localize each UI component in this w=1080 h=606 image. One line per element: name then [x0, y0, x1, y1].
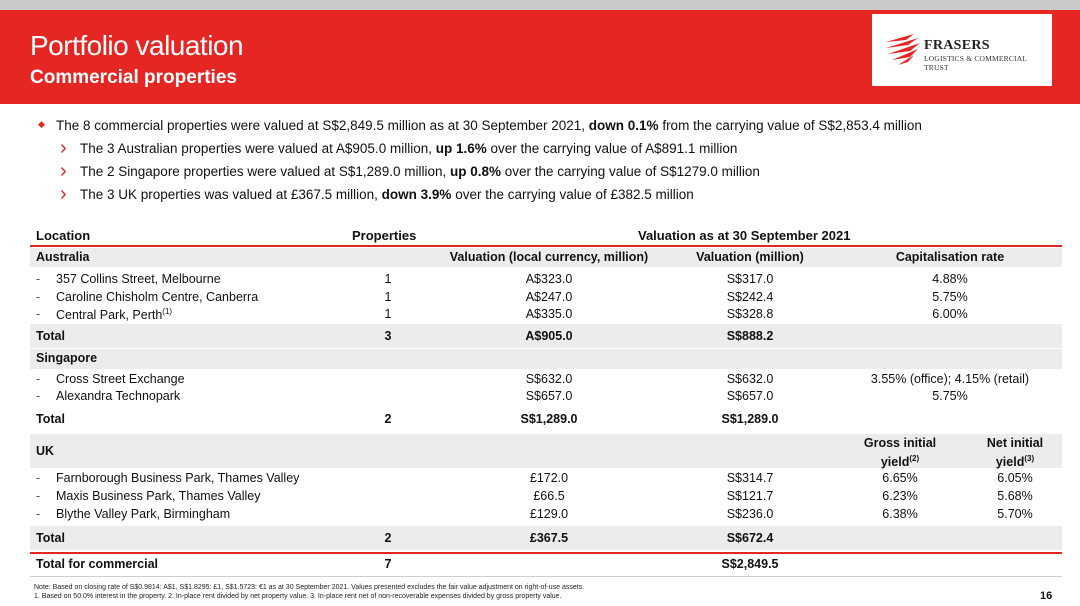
bullet-main: ◆ The 8 commercial properties were valued at S$2,849.5 million as at 30 September 2021, down 0.1% from the carrying value of S$2,853.4 million: [38, 118, 1048, 141]
table-row: - Cross Street Exchange S$632.0 S$632.0 3.55% (office); 4.15% (retail): [36, 372, 1030, 386]
header-gross-yield: Gross initial yield$^{(2)}$: [863, 436, 937, 470]
footnotes: Note: Based on closing rate of S$0.9814: A$1, S$1.8295: £1, S$1.5723: €1 as at 30 September 2021. Values presented excludes the fair value adjustment on right-of-use assets. 1. Based on 50.0% interest in the property. 2. In-place rent divided by net property value. 3. In-place rent net of non-recoverable expenses divided by gross property value.: [34, 584, 585, 600]
header-valuation-sgd: Valuation (million): [696, 250, 804, 264]
table-row: - Farnborough Business Park, Thames Valley £172.0 S$314.7 6.65% 6.05%: [36, 471, 1033, 485]
page-title: Portfolio valuation: [30, 30, 244, 61]
total-row-singapore: Total 2 S$1,289.0 S$1,289.0: [36, 412, 779, 426]
header-divider: [30, 245, 1062, 247]
logo-name: FRASERS: [924, 38, 990, 53]
table-row: - Blythe Valley Park, Birmingham £129.0 S$236.0 6.38% 5.70%: [36, 507, 1033, 521]
bullet-sub-singapore: › The 2 Singapore properties were valued at S$1,289.0 million, up 0.8% over the carrying value of S$1279.0 million: [38, 164, 1048, 187]
grand-total-row: Total for commercial 7 S$2,849.5: [36, 557, 779, 571]
logo-mark-icon: [884, 32, 924, 66]
table-bottom-rule: [30, 576, 1062, 577]
section-header-singapore: Singapore: [30, 349, 1062, 369]
header-net-yield: Net initial yield$^{(3)}$: [986, 436, 1044, 470]
bullet-sub-uk: › The 3 UK properties was valued at £367.5 million, down 3.9% over the carrying value of £382.5 million: [38, 187, 1048, 210]
header-location: Location: [36, 228, 91, 243]
total-row-uk: Total 2 £367.5 S$672.4: [30, 526, 1062, 550]
section-header-uk: UK Gross initial yield$^{(2)}$ Net initial yield$^{(3)}$: [30, 434, 1062, 468]
header-cap-rate: Capitalisation rate: [895, 250, 1005, 264]
header-banner: [0, 0, 1080, 104]
total-row-australia: Total 3 A$905.0 S$888.2: [30, 324, 1062, 348]
table-header-row: [30, 228, 1062, 246]
summary-bullets: [38, 118, 1048, 210]
company-logo: [872, 14, 1052, 86]
header-valuation-as-at: Valuation as at 30 September 2021: [638, 228, 851, 243]
table-row: - Alexandra Technopark S$657.0 S$657.0 5.75%: [36, 389, 968, 403]
table-row: - Central Park, Perth$^{(1)}$ 1 A$335.0 S$328.8 6.00%: [36, 307, 968, 323]
logo-tagline: LOGISTICS & COMMERCIAL TRUST: [924, 54, 1027, 72]
table-row: - Maxis Business Park, Thames Valley £66.5 S$121.7 6.23% 5.68%: [36, 489, 1033, 503]
table-row: - Caroline Chisholm Centre, Canberra 1 A$247.0 S$242.4 5.75%: [36, 290, 968, 304]
section-header-australia: Australia Valuation (local currency, million) Valuation (million) Capitalisation rate: [30, 248, 1062, 267]
bullet-sub-australia: › The 3 Australian properties were valued at A$905.0 million, up 1.6% over the carrying value of A$891.1 million: [38, 141, 1048, 164]
header-properties: Properties: [352, 228, 417, 243]
page-number: 16: [1040, 590, 1053, 602]
grand-total-divider: [30, 552, 1062, 554]
header-valuation-local: Valuation (local currency, million): [449, 250, 649, 264]
table-row: - 357 Collins Street, Melbourne 1 A$323.0 S$317.0 4.88%: [36, 272, 968, 286]
page-subtitle: Commercial properties: [30, 67, 237, 88]
